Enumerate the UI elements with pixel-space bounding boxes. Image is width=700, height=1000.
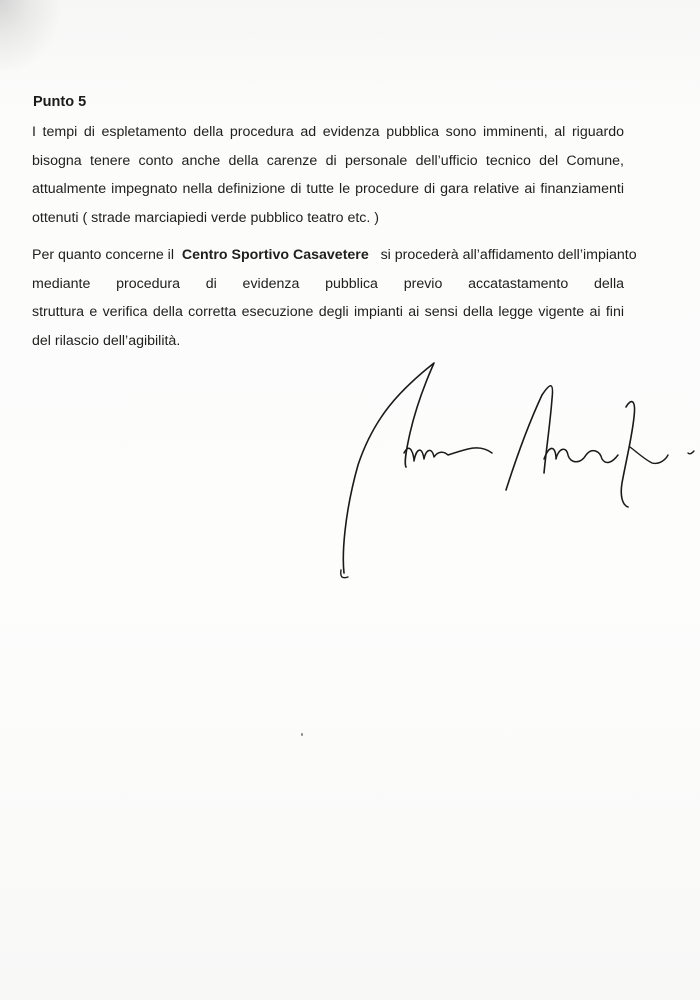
paragraph-line: ottenuti ( strade marciapiedi verde pubblico teatro etc. ) (32, 209, 379, 226)
paragraph-timing (32, 118, 624, 232)
paragraph-line (32, 241, 637, 270)
paragraph-line: del rilascio dell’agibilità. (32, 332, 181, 349)
handwritten-signature (330, 355, 700, 590)
paragraph-sports-center (32, 241, 637, 355)
paragraph-line: bisogna tenere conto anche della carenze di personale dell’ufficio tecnico del Comune, (32, 152, 624, 169)
line-prefix: Per quanto concerne il (32, 247, 174, 263)
paragraph-line: attualmente impegnato nella definizione di tutte le procedure di gara relative ai finanziamenti (32, 181, 624, 197)
line-suffix: si procederà all’affidamento dell’impianto (380, 247, 637, 263)
scan-speck (301, 733, 303, 736)
section-heading: Punto 5 (33, 94, 87, 110)
paragraph-line: struttura e verifica della corretta esecuzione degli impianti ai sensi della legge vigente ai fini (32, 304, 624, 320)
paragraph-line: I tempi di espletamento della procedura ad evidenza pubblica sono imminenti, al riguardo (32, 124, 624, 140)
paragraph-line: mediante procedura di evidenza pubblica previo accatastamento della (32, 275, 624, 292)
scan-corner-shadow (0, 0, 60, 70)
sports-center-name: Centro Sportivo Casavetere (181, 247, 369, 263)
